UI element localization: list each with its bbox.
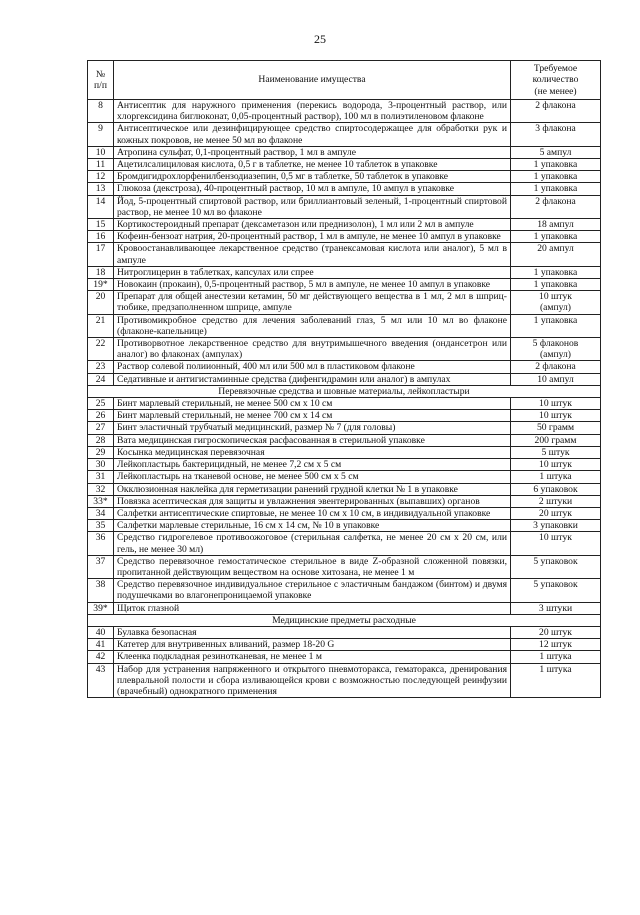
item-number: 17 <box>88 243 114 266</box>
item-name: Противомикробное средство для лечения заболеваний глаз, 5 мл или 10 мл во флаконе (флаконе-капельнице) <box>114 314 511 337</box>
item-number: 21 <box>88 314 114 337</box>
table-row <box>88 422 601 434</box>
item-number: 12 <box>88 171 114 183</box>
item-number: 23 <box>88 361 114 373</box>
item-name: Бромдигидрохлорфенилбензодиазепин, 0,5 мг в таблетке, 50 таблеток в упаковке <box>114 171 511 183</box>
item-name: Кровоостанавливающее лекарственное средство (транексамовая кислота или аналог), 5 мл в ампуле <box>114 243 511 266</box>
item-name: Антисептическое или дезинфицирующее средство спиртосодержащее для обработки рук и кожных покровов, не менее 50 мл во флаконе <box>114 123 511 146</box>
item-name: Набор для устранения напряженного и открытого пневмоторакса, гематоракса, дренирования плевральной полости и сбора изливающейся крови с возможностью последующей реинфузии (врачебный) однократного применения <box>114 663 511 698</box>
table-row <box>88 532 601 555</box>
item-name: Средство перевязочное гемостатическое стерильное в виде Z-образной сложенной повязки, пропитанной действующим веществом на основе хитозана, не менее 1 м <box>114 555 511 578</box>
item-quantity: 6 упаковок <box>511 483 601 495</box>
item-quantity: 10 штук <box>511 532 601 555</box>
item-number: 34 <box>88 507 114 519</box>
table-row <box>88 555 601 578</box>
item-name: Бинт эластичный трубчатый медицинский, размер № 7 (для головы) <box>114 422 511 434</box>
table-row <box>88 183 601 195</box>
item-number: 41 <box>88 639 114 651</box>
section-header-row <box>88 614 601 626</box>
item-quantity: 20 ампул <box>511 243 601 266</box>
item-quantity: 5 упаковок <box>511 555 601 578</box>
item-name: Нитроглицерин в таблетках, капсулах или спрее <box>114 266 511 278</box>
item-quantity: 1 упаковка <box>511 159 601 171</box>
item-quantity: 20 штук <box>511 507 601 519</box>
item-number: 43 <box>88 663 114 698</box>
table-row <box>88 471 601 483</box>
item-number: 24 <box>88 373 114 385</box>
header-number: № п/п <box>88 61 114 100</box>
item-number: 33* <box>88 495 114 507</box>
item-number: 30 <box>88 459 114 471</box>
item-quantity: 1 упаковка <box>511 231 601 243</box>
header-quantity: Требуемое количество (не менее) <box>511 61 601 100</box>
table-row <box>88 398 601 410</box>
table-row <box>88 483 601 495</box>
item-quantity: 3 флакона <box>511 123 601 146</box>
table-row <box>88 219 601 231</box>
table-row <box>88 446 601 458</box>
item-name: Лейкопластырь бактерицидный, не менее 7,2 см х 5 см <box>114 459 511 471</box>
item-quantity: 12 штук <box>511 639 601 651</box>
item-name: Бинт марлевый стерильный, не менее 700 см х 14 см <box>114 410 511 422</box>
item-name: Противорвотное лекарственное средство для внутримышечного введения (ондансетрон или аналог) во флаконах (ампулах) <box>114 338 511 361</box>
table-row <box>88 495 601 507</box>
item-quantity: 20 штук <box>511 626 601 638</box>
item-name: Вата медицинская гигроскопическая расфасованная в стерильной упаковке <box>114 434 511 446</box>
table-row <box>88 361 601 373</box>
item-name: Салфетки антисептические спиртовые, не менее 10 см х 10 см, в индивидуальной упаковке <box>114 507 511 519</box>
item-number: 13 <box>88 183 114 195</box>
item-name: Кортикостероидный препарат (дексаметазон или преднизолон), 1 мл или 2 мл в ампуле <box>114 219 511 231</box>
item-number: 39* <box>88 602 114 614</box>
item-name: Кофеин-бензоат натрия, 20-процентный раствор, 1 мл в ампуле, не менее 10 ампул в упаковке <box>114 231 511 243</box>
item-name: Препарат для общей анестезии кетамин, 50 мг действующего вещества в 1 мл, 2 мл в шприц-тюбике, предзаполненном шприце, ампуле <box>114 291 511 314</box>
item-number: 18 <box>88 266 114 278</box>
table-row <box>88 602 601 614</box>
table-row <box>88 171 601 183</box>
item-name: Булавка безопасная <box>114 626 511 638</box>
table-row <box>88 231 601 243</box>
item-quantity: 1 упаковка <box>511 279 601 291</box>
item-number: 19* <box>88 279 114 291</box>
item-quantity: 3 штуки <box>511 602 601 614</box>
item-name: Лейкопластырь на тканевой основе, не менее 500 см х 5 см <box>114 471 511 483</box>
table-row <box>88 100 601 123</box>
item-number: 31 <box>88 471 114 483</box>
table-row <box>88 159 601 171</box>
table-row <box>88 146 601 158</box>
item-quantity: 10 штук <box>511 459 601 471</box>
item-number: 25 <box>88 398 114 410</box>
item-number: 8 <box>88 100 114 123</box>
item-name: Антисептик для наружного применения (перекись водорода, 3-процентный раствор, или хлоргексидина биглюконат, 0,05-процентный раствор), 100 мл в полиэтиленовом флаконе <box>114 100 511 123</box>
item-number: 14 <box>88 195 114 218</box>
table-row <box>88 291 601 314</box>
table-row <box>88 639 601 651</box>
item-number: 42 <box>88 651 114 663</box>
item-number: 35 <box>88 520 114 532</box>
item-number: 26 <box>88 410 114 422</box>
item-quantity: 1 штука <box>511 651 601 663</box>
item-name: Щиток глазной <box>114 602 511 614</box>
table-row <box>88 314 601 337</box>
section-header-row <box>88 385 601 397</box>
item-quantity: 3 упаковки <box>511 520 601 532</box>
item-quantity: 10 штук <box>511 398 601 410</box>
table-row <box>88 626 601 638</box>
item-name: Бинт марлевый стерильный, не менее 500 см х 10 см <box>114 398 511 410</box>
item-number: 27 <box>88 422 114 434</box>
item-quantity: 5 ампул <box>511 146 601 158</box>
item-name: Катетер для внутривенных вливаний, размер 18-20 G <box>114 639 511 651</box>
table-row <box>88 579 601 602</box>
item-name: Седативные и антигистаминные средства (дифенгидрамин или аналог) в ампулах <box>114 373 511 385</box>
item-name: Средство перевязочное индивидуальное стерильное с эластичным бандажом (бинтом) и двумя подушечками во влагонепроницаемой упаковке <box>114 579 511 602</box>
item-name: Йод, 5-процентный спиртовой раствор, или бриллиантовый зеленый, 1-процентный спиртовой раствор, не менее 10 мл во флаконе <box>114 195 511 218</box>
item-quantity: 10 штук (ампул) <box>511 291 601 314</box>
item-number: 9 <box>88 123 114 146</box>
section-title: Перевязочные средства и шовные материалы, лейкопластыри <box>88 385 601 397</box>
item-number: 15 <box>88 219 114 231</box>
table-row <box>88 410 601 422</box>
table-row <box>88 373 601 385</box>
item-number: 29 <box>88 446 114 458</box>
item-quantity: 2 флакона <box>511 100 601 123</box>
item-number: 22 <box>88 338 114 361</box>
item-quantity: 5 упаковок <box>511 579 601 602</box>
inventory-table <box>87 60 601 698</box>
section-title: Медицинские предметы расходные <box>88 614 601 626</box>
item-quantity: 1 штука <box>511 471 601 483</box>
item-number: 28 <box>88 434 114 446</box>
item-quantity: 1 упаковка <box>511 266 601 278</box>
item-number: 11 <box>88 159 114 171</box>
item-quantity: 18 ампул <box>511 219 601 231</box>
table-row <box>88 459 601 471</box>
table-row <box>88 520 601 532</box>
table-row <box>88 123 601 146</box>
table-row <box>88 651 601 663</box>
table-header-row <box>88 61 601 100</box>
item-quantity: 1 упаковка <box>511 183 601 195</box>
page-number: 25 <box>314 32 326 46</box>
item-quantity: 2 флакона <box>511 361 601 373</box>
item-name: Окклюзионная наклейка для герметизации ранений грудной клетки № 1 в упаковке <box>114 483 511 495</box>
item-name: Клеенка подкладная резинотканевая, не менее 1 м <box>114 651 511 663</box>
item-quantity: 10 ампул <box>511 373 601 385</box>
item-name: Косынка медицинская перевязочная <box>114 446 511 458</box>
table-row <box>88 195 601 218</box>
item-quantity: 1 упаковка <box>511 171 601 183</box>
item-name: Раствор солевой полиионный, 400 мл или 500 мл в пластиковом флаконе <box>114 361 511 373</box>
item-number: 38 <box>88 579 114 602</box>
item-name: Салфетки марлевые стерильные, 16 см х 14 см, № 10 в упаковке <box>114 520 511 532</box>
item-number: 16 <box>88 231 114 243</box>
item-quantity: 2 флакона <box>511 195 601 218</box>
item-quantity: 1 штука <box>511 663 601 698</box>
table-row <box>88 279 601 291</box>
item-quantity: 200 грамм <box>511 434 601 446</box>
item-quantity: 5 штук <box>511 446 601 458</box>
item-number: 40 <box>88 626 114 638</box>
item-name: Ацетилсалициловая кислота, 0,5 г в таблетке, не менее 10 таблеток в упаковке <box>114 159 511 171</box>
item-number: 32 <box>88 483 114 495</box>
item-quantity: 10 штук <box>511 410 601 422</box>
header-name: Наименование имущества <box>114 61 511 100</box>
item-number: 36 <box>88 532 114 555</box>
table-row <box>88 338 601 361</box>
item-name: Атропина сульфат, 0,1-процентный раствор, 1 мл в ампуле <box>114 146 511 158</box>
table-row <box>88 663 601 698</box>
item-name: Новокаин (прокаин), 0,5-процентный раствор, 5 мл в ампуле, не менее 10 ампул в упаковке <box>114 279 511 291</box>
table-row <box>88 434 601 446</box>
item-number: 20 <box>88 291 114 314</box>
table-row <box>88 507 601 519</box>
table-row <box>88 266 601 278</box>
table-row <box>88 243 601 266</box>
item-quantity: 1 упаковка <box>511 314 601 337</box>
item-name: Средство гидрогелевое противоожоговое (стерильная салфетка, не менее 20 см х 20 см, или гель, не менее 30 мл) <box>114 532 511 555</box>
item-quantity: 50 грамм <box>511 422 601 434</box>
table-body <box>88 100 601 698</box>
item-quantity: 5 флаконов (ампул) <box>511 338 601 361</box>
item-number: 37 <box>88 555 114 578</box>
item-quantity: 2 штуки <box>511 495 601 507</box>
inventory-table-container <box>87 60 600 698</box>
item-number: 10 <box>88 146 114 158</box>
item-name: Повязка асептическая для защиты и увлажнения эвентерированных (выпавших) органов <box>114 495 511 507</box>
item-name: Глюкоза (декстроза), 40-процентный раствор, 10 мл в ампуле, 10 ампул в упаковке <box>114 183 511 195</box>
